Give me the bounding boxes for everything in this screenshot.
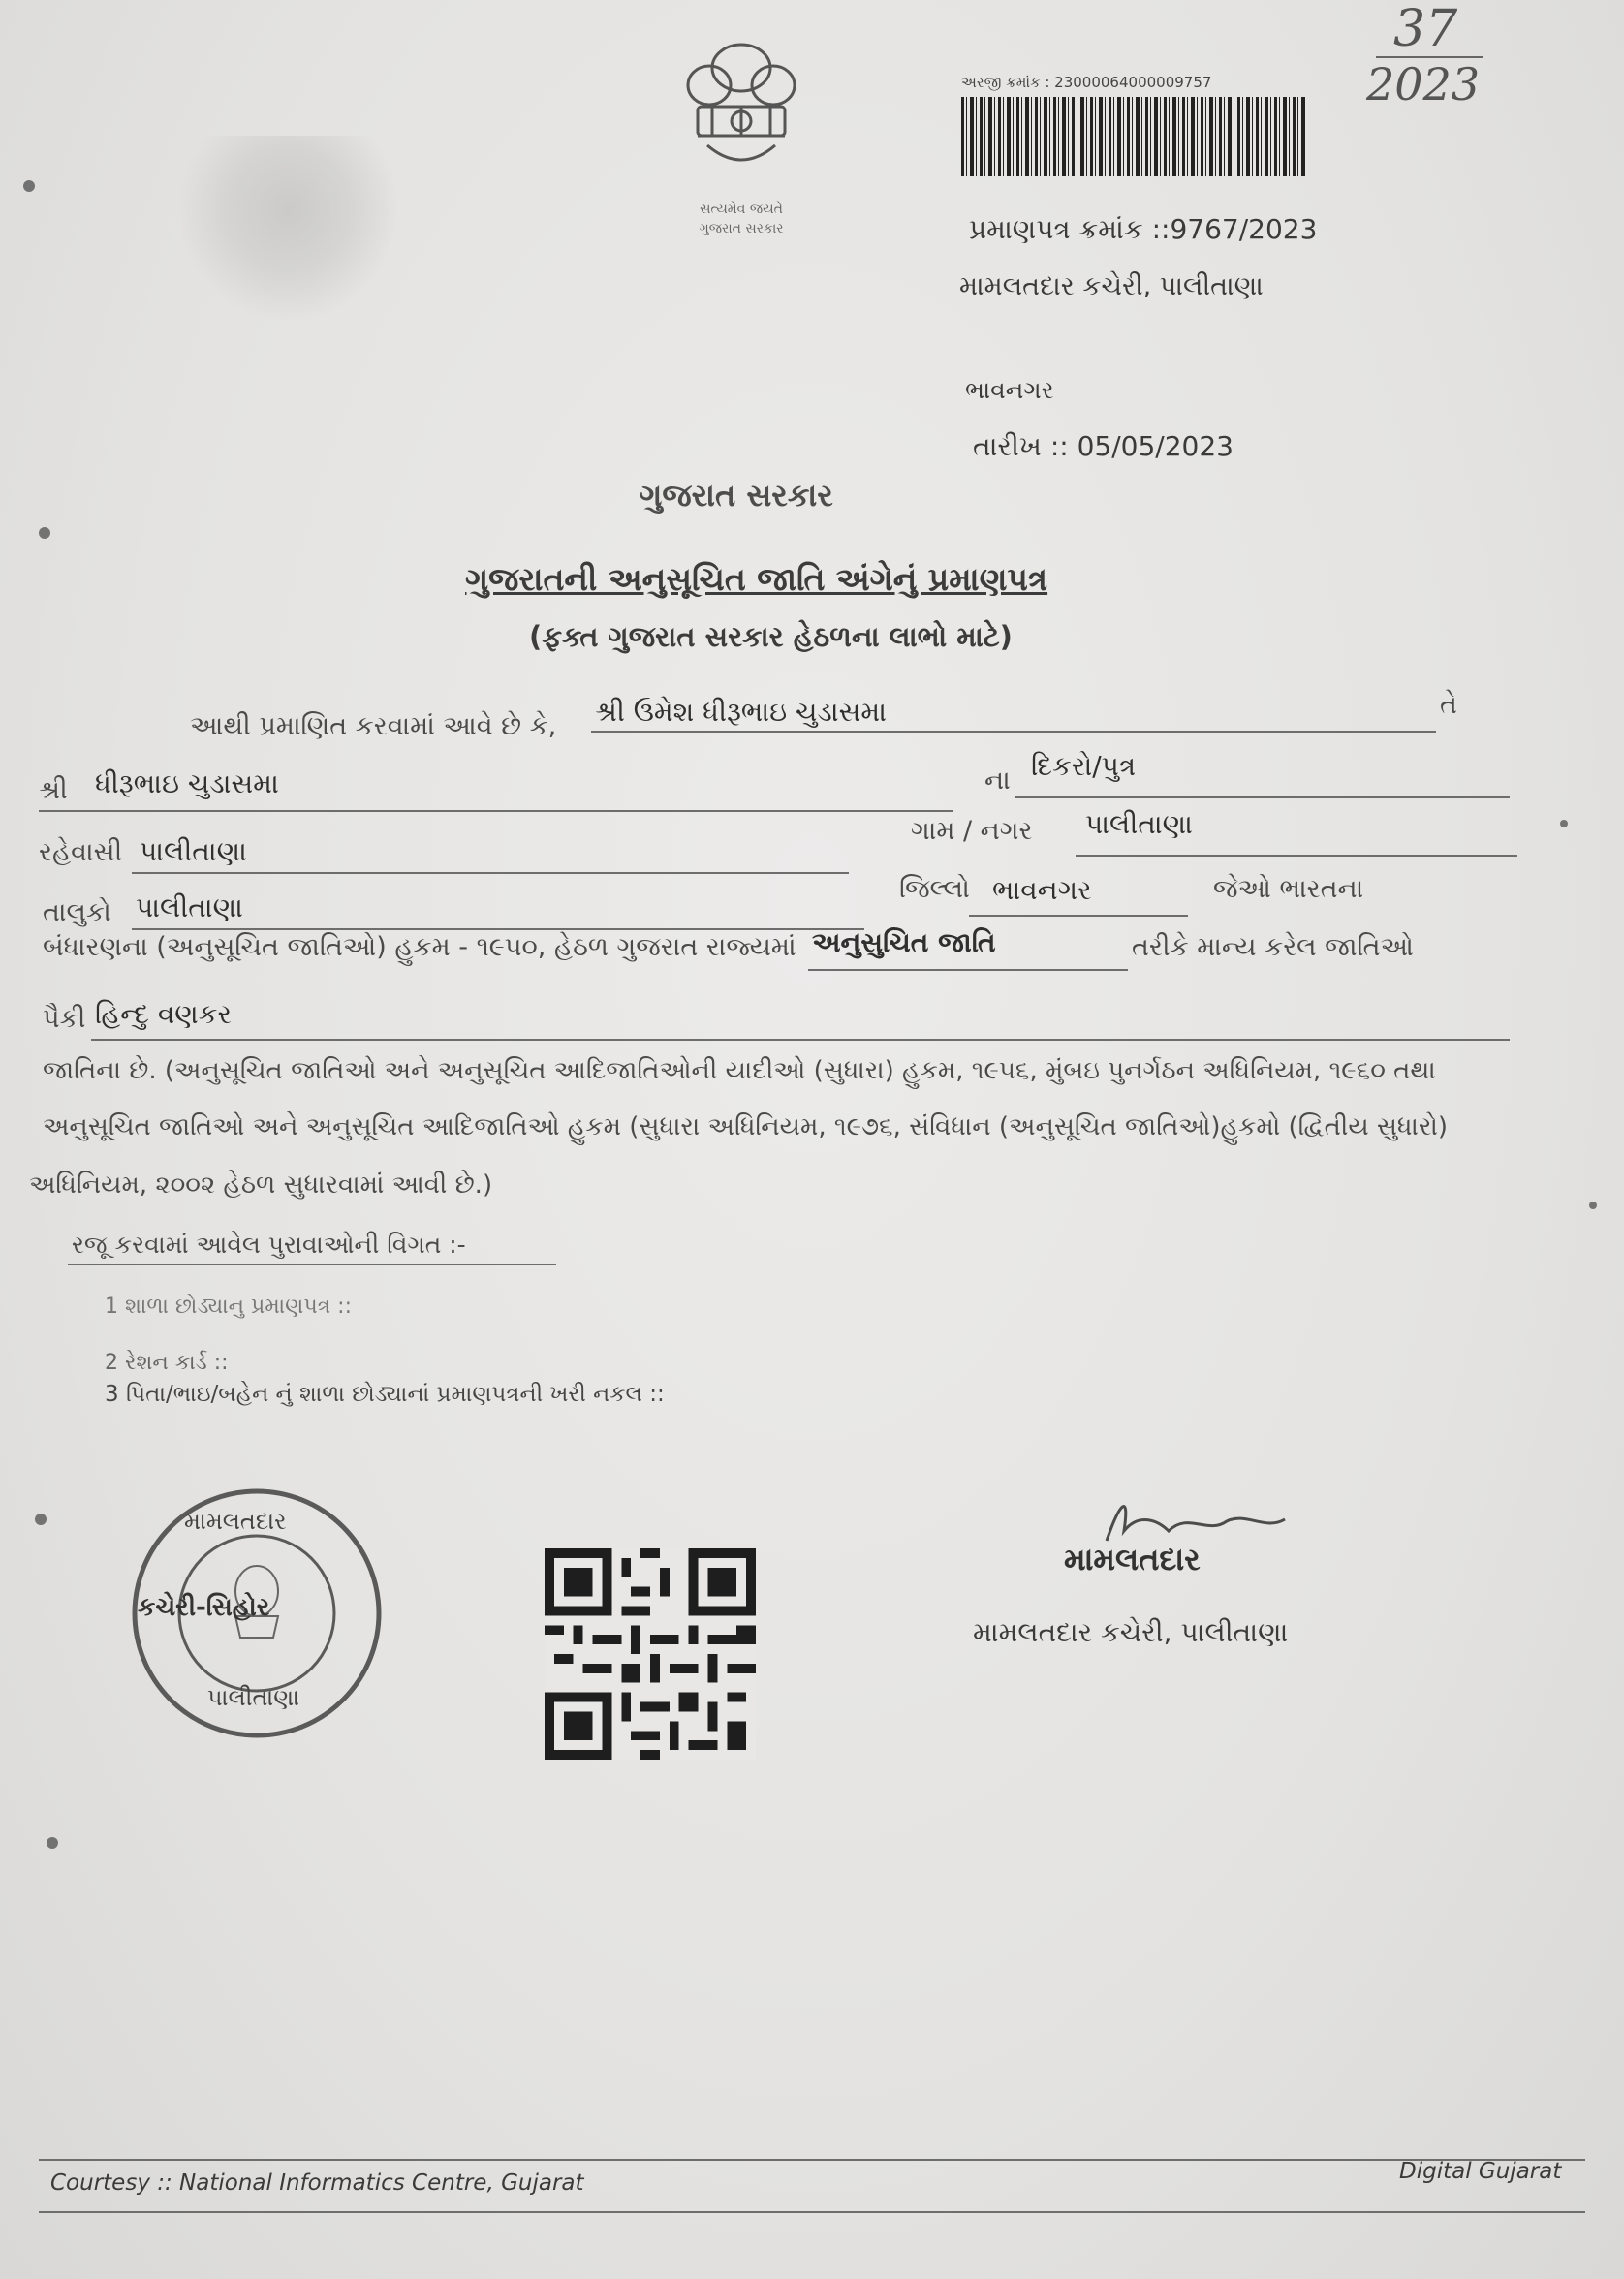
faded-photo bbox=[180, 136, 397, 320]
village-value: પાલીતાણા bbox=[1085, 808, 1193, 840]
barcode bbox=[961, 97, 1306, 176]
header-office: મામલતદાર કચેરી, પાલીતાણા bbox=[959, 271, 1264, 301]
village-line bbox=[1076, 855, 1517, 857]
certificate-subheading: (ફક્ત ગુજરાત સરકાર હેઠળના લાભો માટે) bbox=[529, 620, 1013, 653]
emblem-caption-2: ગુજરાત સરકાર bbox=[699, 221, 784, 236]
footer-top-line bbox=[39, 2159, 1585, 2161]
father-line bbox=[39, 810, 953, 812]
taluka-value: પાલીતાણા bbox=[136, 891, 243, 923]
resident-label: રહેવાસી bbox=[39, 837, 123, 867]
taluka-label: તાલુકો bbox=[43, 897, 111, 927]
para-line-3: અધિનિયમ, ૨૦૦૨ હેઠળ સુધારવામાં આવી છે.) bbox=[29, 1171, 493, 1200]
na-label: ના bbox=[984, 765, 1011, 796]
seal-bottom-text: પાલીતાણા bbox=[207, 1684, 300, 1711]
office-seal bbox=[128, 1484, 386, 1742]
punch-hole-mark bbox=[23, 180, 35, 192]
handwritten-number: 37 bbox=[1393, 0, 1458, 58]
emblem-caption-1: સત્યમેવ જયતે bbox=[700, 202, 783, 217]
barcode-label: અરજી ક્રમાંક : 23000064000009757 bbox=[961, 74, 1212, 91]
certificate-heading: ગુજરાતની અનુસૂચિત જાતિ અંગેનું પ્રમાણપત્ર bbox=[465, 560, 1048, 598]
para-line-2: અનુસૂચિત જાતિઓ અને અનુસૂચિત આદિજાતિઓ હુકમ (સુધારા અધિનિયમ, ૧૯૭૬, સંવિધાન (અનુસૂચિત જાતિઓ)હુકમો (દ્વિતીય સુધારો) bbox=[43, 1112, 1448, 1141]
signatory-title: મામલતદાર bbox=[1064, 1541, 1201, 1577]
signatory-office: મામલતદાર કચેરી, પાલીતાણા bbox=[973, 1616, 1289, 1648]
para-line-1: જાતિના છે. (અનુસૂચિત જાતિઓ અને અનુસૂચિત આદિજાતિઓની યાદીઓ (સુધારા) હુકમ, ૧૯૫૬, મુંબઇ પુનર્ગઠન અધિનિયમ, ૧૯૬૦ તથા bbox=[43, 1056, 1436, 1085]
punch-hole-mark bbox=[1589, 1202, 1597, 1209]
jeo-bharatna: જેઓ ભારતના bbox=[1213, 874, 1364, 904]
paiki-label: પૈકી bbox=[43, 1004, 86, 1034]
punch-hole-mark bbox=[47, 1837, 58, 1849]
village-label: ગામ / નગર bbox=[911, 816, 1033, 846]
header-district: ભાવનગર bbox=[965, 376, 1054, 404]
footer-digital-gujarat: Digital Gujarat bbox=[1399, 2159, 1562, 2184]
applicant-name: શ્રી ઉમેશ ધીરૂભાઇ ચુડાસમા bbox=[595, 696, 887, 728]
handwritten-year: 2023 bbox=[1366, 58, 1481, 110]
evidence-item: 3 પિતા/ભાઇ/બહેન નું શાળા છોડ્યાનાં પ્રમાણપત્રની ખરી નકલ :: bbox=[105, 1382, 665, 1407]
certificate-number: પ્રમાણપત્ર ક્રમાંક ::9767/2023 bbox=[969, 213, 1318, 245]
evidence-item: 2 રેશન કાર્ડ :: bbox=[105, 1351, 229, 1375]
government-title: ગુજરાત સરકાર bbox=[640, 477, 833, 514]
issue-date: તારીખ :: 05/05/2023 bbox=[973, 430, 1234, 462]
district-line bbox=[969, 915, 1188, 917]
caste-value: હિન્દુ વણકર bbox=[95, 998, 232, 1030]
category-value: અનુસુચિત જાતિ bbox=[812, 926, 996, 958]
caste-line bbox=[91, 1039, 1510, 1041]
punch-hole-mark bbox=[39, 527, 50, 539]
constitution-text: બંધારણના (અનુસૂચિત જાતિઓ) હુકમ - ૧૯૫૦, હેઠળ ગુજરાત રાજ્યમાં bbox=[43, 932, 796, 962]
applicant-line bbox=[591, 731, 1436, 733]
resident-line bbox=[132, 872, 849, 874]
evidence-item: 1 શાળા છોડ્યાનુ પ્રમાણપત્ર :: bbox=[105, 1295, 352, 1319]
taluka-line bbox=[132, 928, 864, 930]
evidence-heading: રજૂ કરવામાં આવેલ પુરાવાઓની વિગત :- bbox=[72, 1231, 466, 1259]
recognized-text: તરીકે માન્ય કરેલ જાતિઓ bbox=[1132, 932, 1414, 962]
relation-line bbox=[1015, 796, 1510, 798]
category-line bbox=[808, 969, 1128, 971]
seal-top-text: મામલતદાર bbox=[184, 1508, 287, 1535]
qr-code bbox=[543, 1548, 758, 1760]
footer-bottom-line bbox=[39, 2211, 1585, 2213]
te-label: તે bbox=[1440, 690, 1457, 720]
national-emblem bbox=[659, 29, 824, 242]
seal-center-text: કચેરી-સિહોર bbox=[138, 1593, 270, 1622]
district-value: ભાવનગર bbox=[992, 874, 1092, 906]
certify-label: આથી પ્રમાણિત કરવામાં આવે છે કે, bbox=[190, 711, 557, 741]
district-label: જિલ્લો bbox=[899, 874, 970, 904]
resident-value: પાલીતાણા bbox=[140, 835, 247, 867]
shri-label: શ્રી bbox=[39, 775, 68, 805]
footer-courtesy: Courtesy :: National Informatics Centre, Gujarat bbox=[50, 2170, 584, 2196]
relation-value: દિકરો/પુત્ર bbox=[1031, 750, 1137, 782]
evidence-underline bbox=[68, 1264, 556, 1265]
father-name: ધીરૂભાઇ ચુડાસમા bbox=[95, 767, 279, 799]
punch-hole-mark bbox=[35, 1514, 47, 1525]
punch-hole-mark bbox=[1560, 820, 1568, 827]
